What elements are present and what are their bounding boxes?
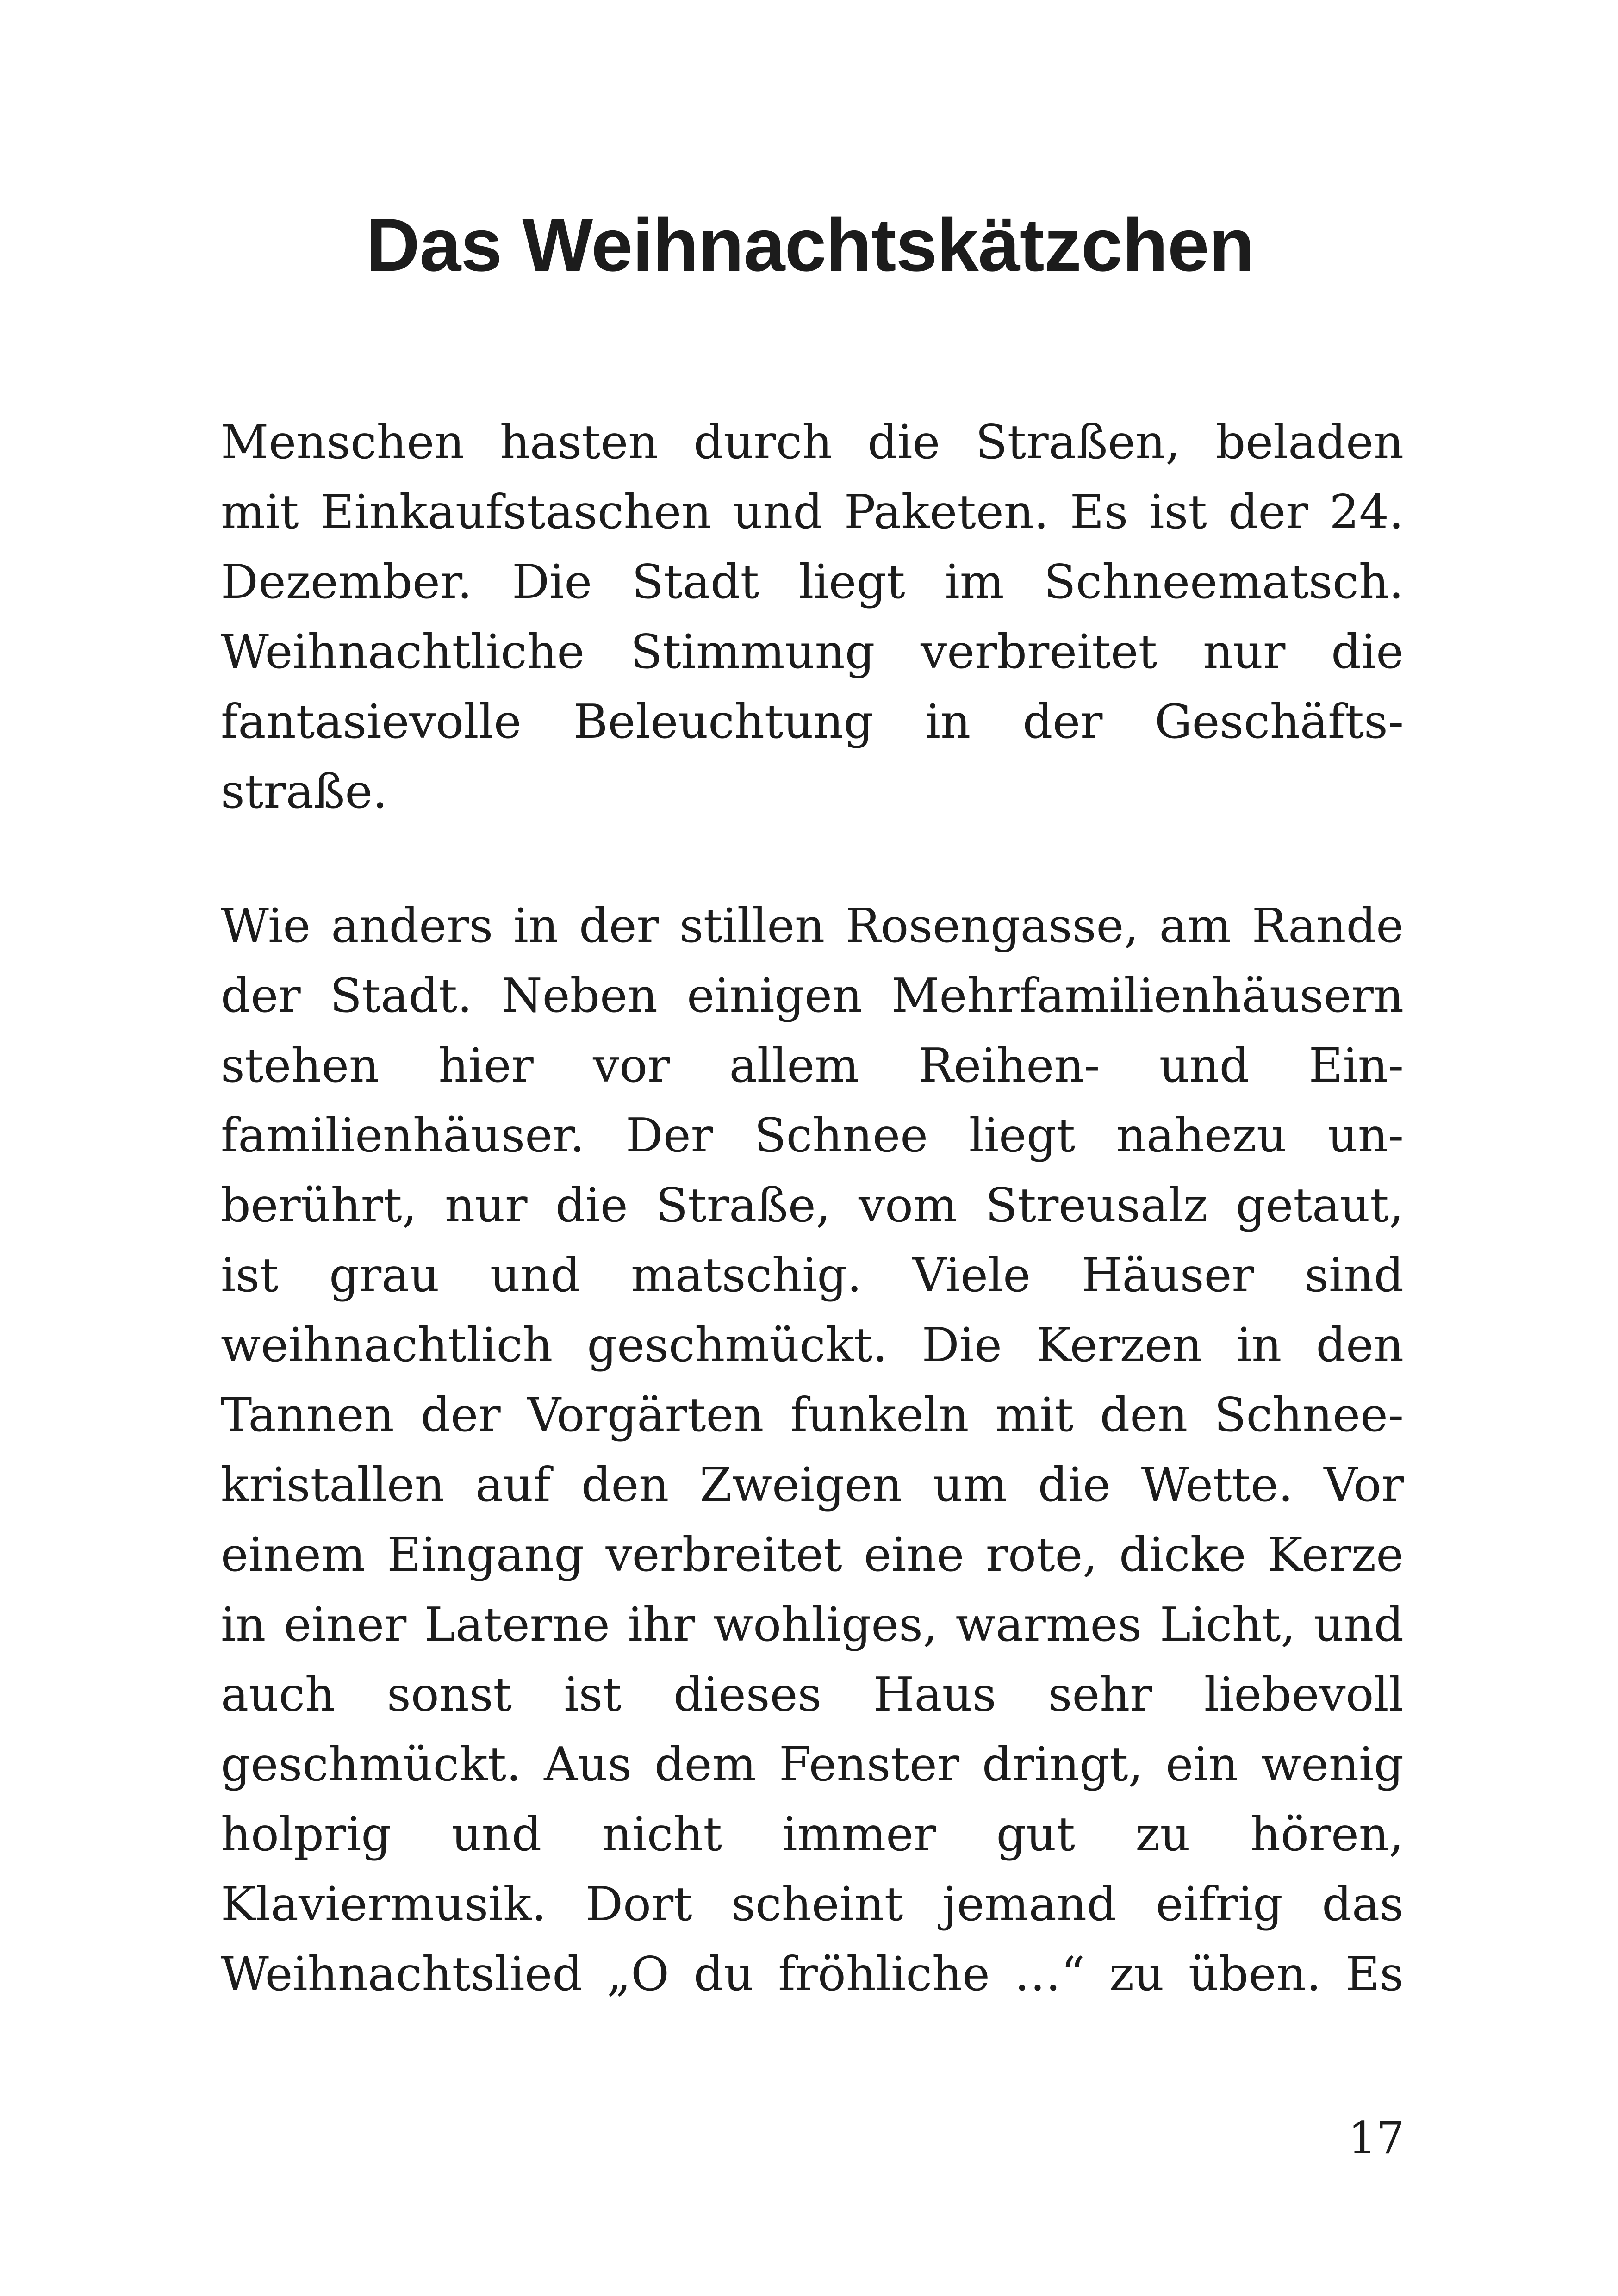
page-number: 17 [1348,2112,1405,2164]
text-line: geschmückt. Aus dem Fenster dringt, ein wenig [221,1737,1404,1792]
text-line: Menschen hasten durch die Straßen, beladen [221,415,1404,469]
chapter-title: Das Weihnachtskätzchen [366,203,1254,287]
text-line: mit Einkaufstaschen und Paketen. Es ist der 24. [221,485,1404,539]
text-line: der Stadt. Neben einigen Mehrfamilienhäusern [221,968,1404,1023]
text-line: einem Eingang verbreitet eine rote, dicke Kerze [221,1527,1404,1582]
text-line: Wie anders in der stillen Rosengasse, am Rande [221,898,1404,953]
text-line: berührt, nur die Straße, vom Streusalz getaut, [221,1178,1404,1232]
text-line: Klaviermusik. Dort scheint jemand eifrig das [221,1877,1404,1931]
text-line: holprig und nicht immer gut zu hören, [221,1807,1404,1861]
text-line: Tannen der Vorgärten funkeln mit den Schnee- [221,1388,1404,1442]
text-line: ist grau und matschig. Viele Häuser sind [221,1248,1404,1302]
text-line: Dezember. Die Stadt liegt im Schneematsch. [221,554,1404,609]
text-line: auch sonst ist dieses Haus sehr liebevoll [221,1667,1404,1722]
text-line: Weihnachtslied „O du fröhliche …“ zu üben. Es [221,1947,1404,2001]
text-line: straße. [221,764,388,819]
text-line: in einer Laterne ihr wohliges, warmes Licht, und [221,1597,1404,1652]
text-line: Weihnachtliche Stimmung verbreitet nur die [221,624,1404,679]
paragraph-1 [221,407,1404,827]
text-line: weihnachtlich geschmückt. Die Kerzen in den [221,1318,1404,1372]
text-line: familienhäuser. Der Schnee liegt nahezu un- [221,1108,1404,1163]
text-line: fantasievolle Beleuchtung in der Geschäfts- [221,694,1404,749]
paragraph-2 [221,891,1404,2009]
text-line: kristallen auf den Zweigen um die Wette. Vor [221,1457,1404,1512]
text-line: stehen hier vor allem Reihen- und Ein- [221,1038,1404,1093]
